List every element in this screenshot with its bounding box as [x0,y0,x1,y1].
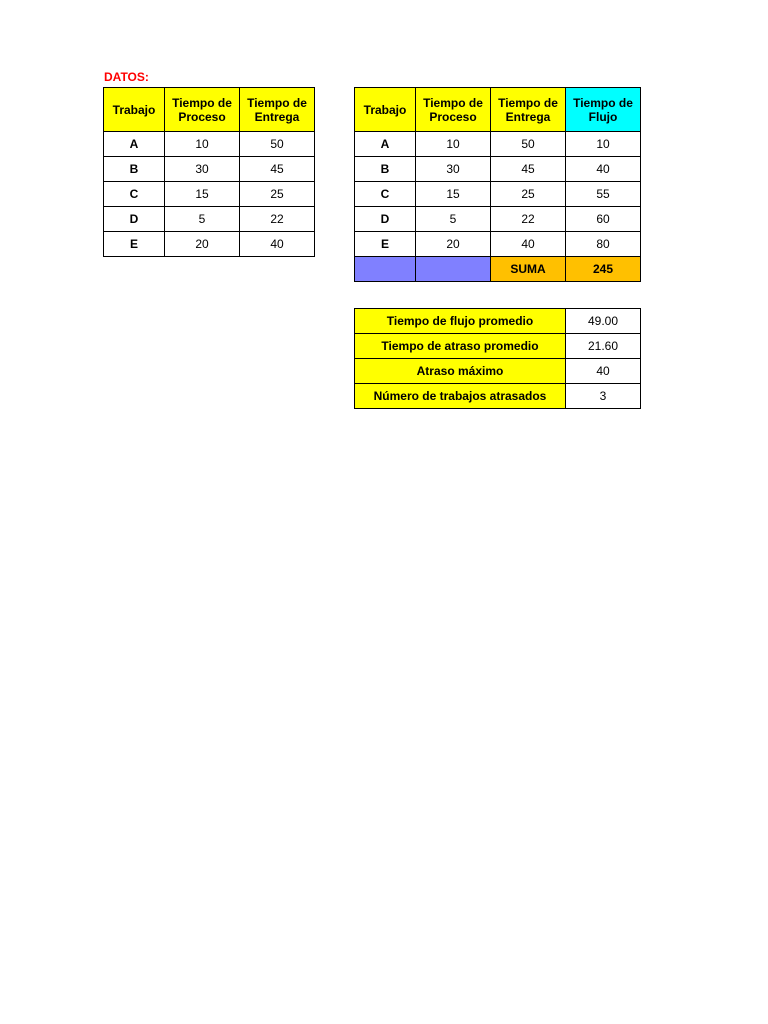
cell-proceso: 5 [416,207,491,232]
metric-value: 49.00 [566,309,641,334]
header-trabajo: Trabajo [104,88,165,132]
input-data-table [103,87,315,257]
cell-flujo: 55 [566,182,641,207]
table-row [355,232,641,257]
cell-proceso: 30 [416,157,491,182]
cell-entrega: 25 [240,182,315,207]
cell-flujo: 10 [566,132,641,157]
metric-label: Número de trabajos atrasados [355,384,566,409]
cell-trabajo: B [104,157,165,182]
metric-row [355,334,641,359]
flow-time-table [354,87,641,282]
cell-flujo: 60 [566,207,641,232]
cell-entrega: 45 [240,157,315,182]
cell-proceso: 30 [165,157,240,182]
cell-entrega: 25 [491,182,566,207]
table-row [104,157,315,182]
cell-trabajo: E [355,232,416,257]
cell-proceso: 15 [416,182,491,207]
cell-trabajo: C [104,182,165,207]
header-tiempo-proceso: Tiempo de Proceso [416,88,491,132]
metric-label: Atraso máximo [355,359,566,384]
metrics-table [354,308,641,409]
cell-proceso: 10 [416,132,491,157]
table-header-row [355,88,641,132]
table-header-row [104,88,315,132]
table-row [104,232,315,257]
cell-proceso: 10 [165,132,240,157]
cell-trabajo: E [104,232,165,257]
cell-proceso: 20 [416,232,491,257]
sum-label: SUMA [491,257,566,282]
cell-proceso: 15 [165,182,240,207]
metric-row [355,359,641,384]
metric-row [355,384,641,409]
header-tiempo-entrega: Tiempo de Entrega [491,88,566,132]
header-tiempo-entrega: Tiempo de Entrega [240,88,315,132]
cell-flujo: 80 [566,232,641,257]
header-tiempo-proceso: Tiempo de Proceso [165,88,240,132]
cell-entrega: 40 [491,232,566,257]
header-tiempo-flujo: Tiempo de Flujo [566,88,641,132]
table-row [104,207,315,232]
metric-label: Tiempo de flujo promedio [355,309,566,334]
table-row [355,182,641,207]
cell-proceso: 5 [165,207,240,232]
cell-proceso: 20 [165,232,240,257]
sum-row [355,257,641,282]
metric-value: 21.60 [566,334,641,359]
sum-value: 245 [566,257,641,282]
cell-entrega: 22 [491,207,566,232]
metric-value: 40 [566,359,641,384]
cell-trabajo: A [104,132,165,157]
cell-trabajo: B [355,157,416,182]
cell-entrega: 40 [240,232,315,257]
datos-title: DATOS: [104,70,149,84]
metric-row [355,309,641,334]
metric-value: 3 [566,384,641,409]
table-row [104,182,315,207]
cell-entrega: 50 [240,132,315,157]
table-row [355,207,641,232]
cell-flujo: 40 [566,157,641,182]
cell-entrega: 22 [240,207,315,232]
cell-entrega: 45 [491,157,566,182]
filler-cell [355,257,416,282]
table-row [355,157,641,182]
metric-label: Tiempo de atraso promedio [355,334,566,359]
header-trabajo: Trabajo [355,88,416,132]
cell-trabajo: D [355,207,416,232]
table-row [104,132,315,157]
cell-trabajo: C [355,182,416,207]
cell-entrega: 50 [491,132,566,157]
cell-trabajo: D [104,207,165,232]
cell-trabajo: A [355,132,416,157]
filler-cell [416,257,491,282]
table-row [355,132,641,157]
